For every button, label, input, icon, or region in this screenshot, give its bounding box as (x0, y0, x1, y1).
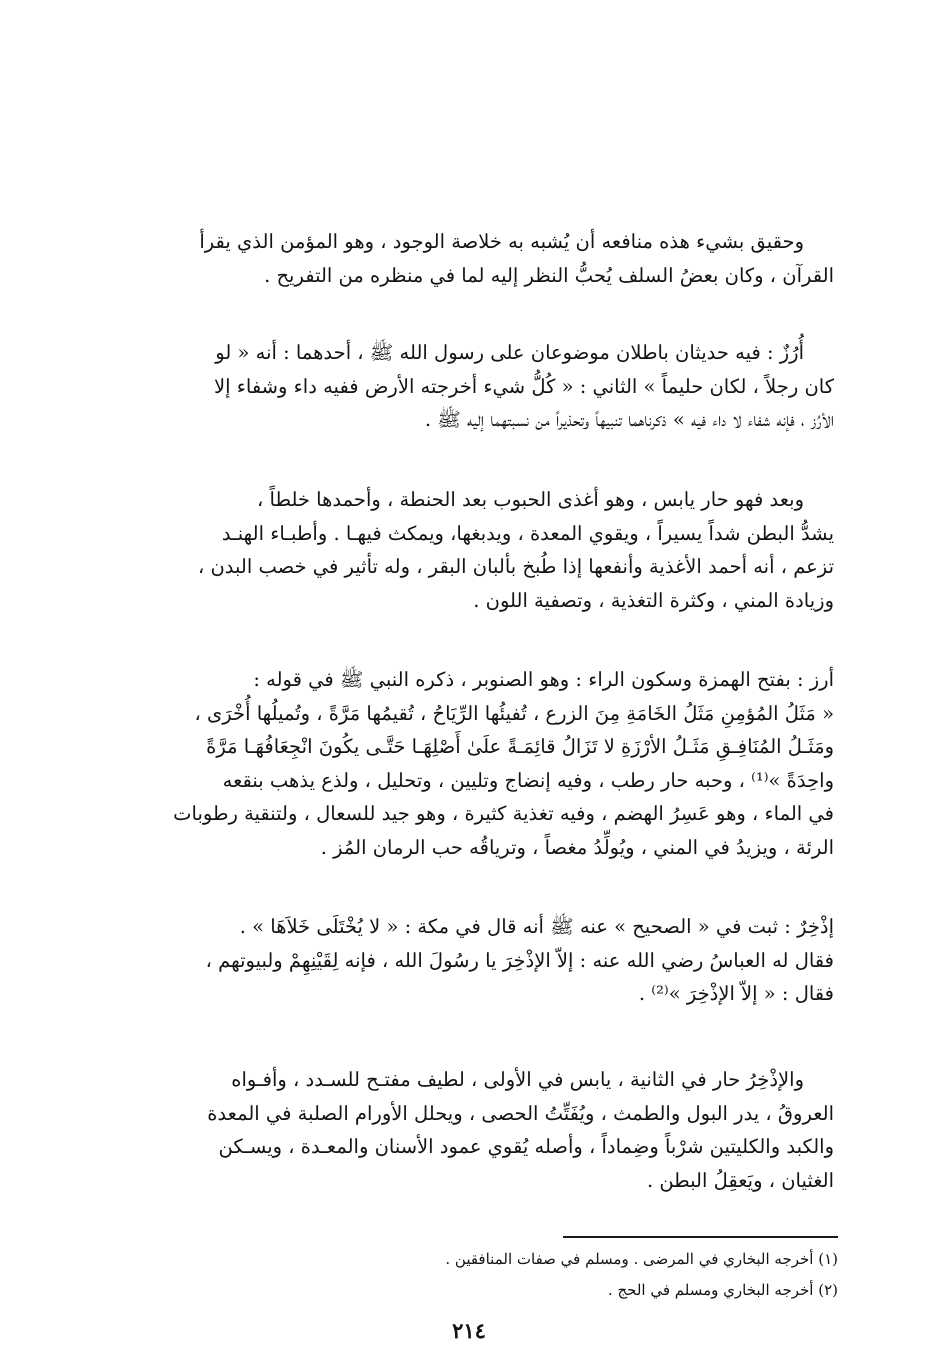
footnote-divider (563, 1236, 838, 1238)
text-line: الأرُز ، فإنه شفاء لا داء فيه » ذكرناهما تنبيهاً وتحذيراً من نسبتهما إليه ﷺ . (424, 408, 834, 431)
text-line: أرز : بفتح الهمزة وسكون الراء : وهو الصنوبر ، ذكره النبي ﷺ في قوله : (253, 668, 834, 691)
text-line: أُرُزٌ : فيه حديثان باطلان موضوعان على رسول الله ﷺ ، أحدهما : أنه « لو (215, 341, 804, 364)
text-line: والكبد والكليتين شرْباً وضِماداً ، وأصله يُقوي عمود الأسنان والمعـدة ، ويسـكن (218, 1135, 834, 1158)
text-line: والإذْخِرُ حار في الثانية ، يابس في الأولى ، لطيف مفتـح للسـدد ، وأفـواه (231, 1068, 804, 1091)
text-line: وبعد فهو حار يابس ، وهو أغذى الحبوب بعد الحنطة ، وأحمدها خلطاً ، (257, 488, 804, 511)
text-line: العروقُ ، يدر البول والطمث ، ويُفَتِّتُ الحصى ، ويحلل الأورام الصلبة في المعدة (207, 1101, 834, 1125)
text-line: واحِدَةً »⁽¹⁾ ، وحبه حار رطب ، وفيه إنضاج وتليين ، وتحليل ، ولذع يذهب بنقعه (222, 768, 834, 792)
text-line: تزعم ، أنه أحمد الأغذية وأنفعها إذا طُبخ بألبان البقر ، وله تأثير في خصب البدن ، (197, 555, 834, 578)
text-line: كان رجلاً ، لكان حليماً » الثاني : « كُلُّ شيء أخرجته الأرض ففيه داء وشفاء إلا (213, 374, 834, 398)
text-line: وحقيق بشيء هذه منافعه أن يُشبه به خلاصة الوجود ، وهو المؤمن الذي يقرأ (199, 230, 804, 253)
paragraph (104, 663, 834, 864)
text-line: فقال له العباسُ رضي الله عنه : إلاّ الإذْخِرَ يا رسُولَ الله ، فإنه لِقَيْنِهِمْ ولبيوتهم ، (205, 948, 834, 972)
paragraph (104, 910, 834, 1011)
text-line: وزيادة المني ، وكثرة التغذية ، وتصفية اللون . (473, 588, 834, 612)
text-line: الغثيان ، ويَعقِلُ البطن . (646, 1168, 834, 1192)
text-line: ومَثَـلُ المُنَافِـقِ مَثَـلُ الأرْزَةِ لا تَزَالُ قائِمَـةً علَىٰ أَصْلِهَـا حَتَّـى يكُونَ انْجِعَافُهَـا مَرَّةً (206, 735, 834, 758)
paragraph (104, 1063, 834, 1197)
text-line: فقال : « إلاّ الإذْخِرَ »⁽²⁾ . (638, 982, 834, 1005)
text-line: يشدُّ البطن شداً يسيراً ، ويقوي المعدة ، ويدبغها، ويمكث فيهـا . وأطبـاء الهنـد (221, 521, 834, 545)
paragraph (104, 483, 834, 617)
text-line: في الماء ، وهو عَسِرُ الهضم ، وفيه تغذية كثيرة ، وهو جيد للسعال ، ولتنقية رطوبات (173, 802, 834, 825)
footnote: (١) أخرجه البخاري في المرضى . ومسلم في صفات المنافقين . (445, 1250, 838, 1268)
paragraph (104, 336, 834, 437)
text-line: « مَثَلُ المُؤمِنِ مَثَلُ الخَامَةِ مِنَ الزرع ، تُفيئُها الرِّيَاحُ ، تُقيمُها مَرَّةً ، وتُميلُها أُخْرَى ، (194, 701, 834, 725)
text-line: إذْخِرٌ : ثبت في « الصحيح » عنه ﷺ أنه قال في مكة : « لا يُخْتَلَى خَلاَهَا » . (239, 915, 834, 938)
footnote: (٢) أخرجه البخاري ومسلم في الحج . (607, 1281, 838, 1299)
text-line: الرئة ، ويزيدُ في المني ، ويُولِّدُ مغصاً ، وترياقُه حب الرمان المُز . (320, 835, 834, 859)
text-line: القرآن ، وكان بعضُ السلف يُحبُّ النظر إليه لما في منظره من التفريح . (264, 263, 834, 287)
footnotes (138, 1244, 838, 1306)
page-number: ٢١٤ (452, 1318, 486, 1343)
paragraph (104, 225, 834, 292)
